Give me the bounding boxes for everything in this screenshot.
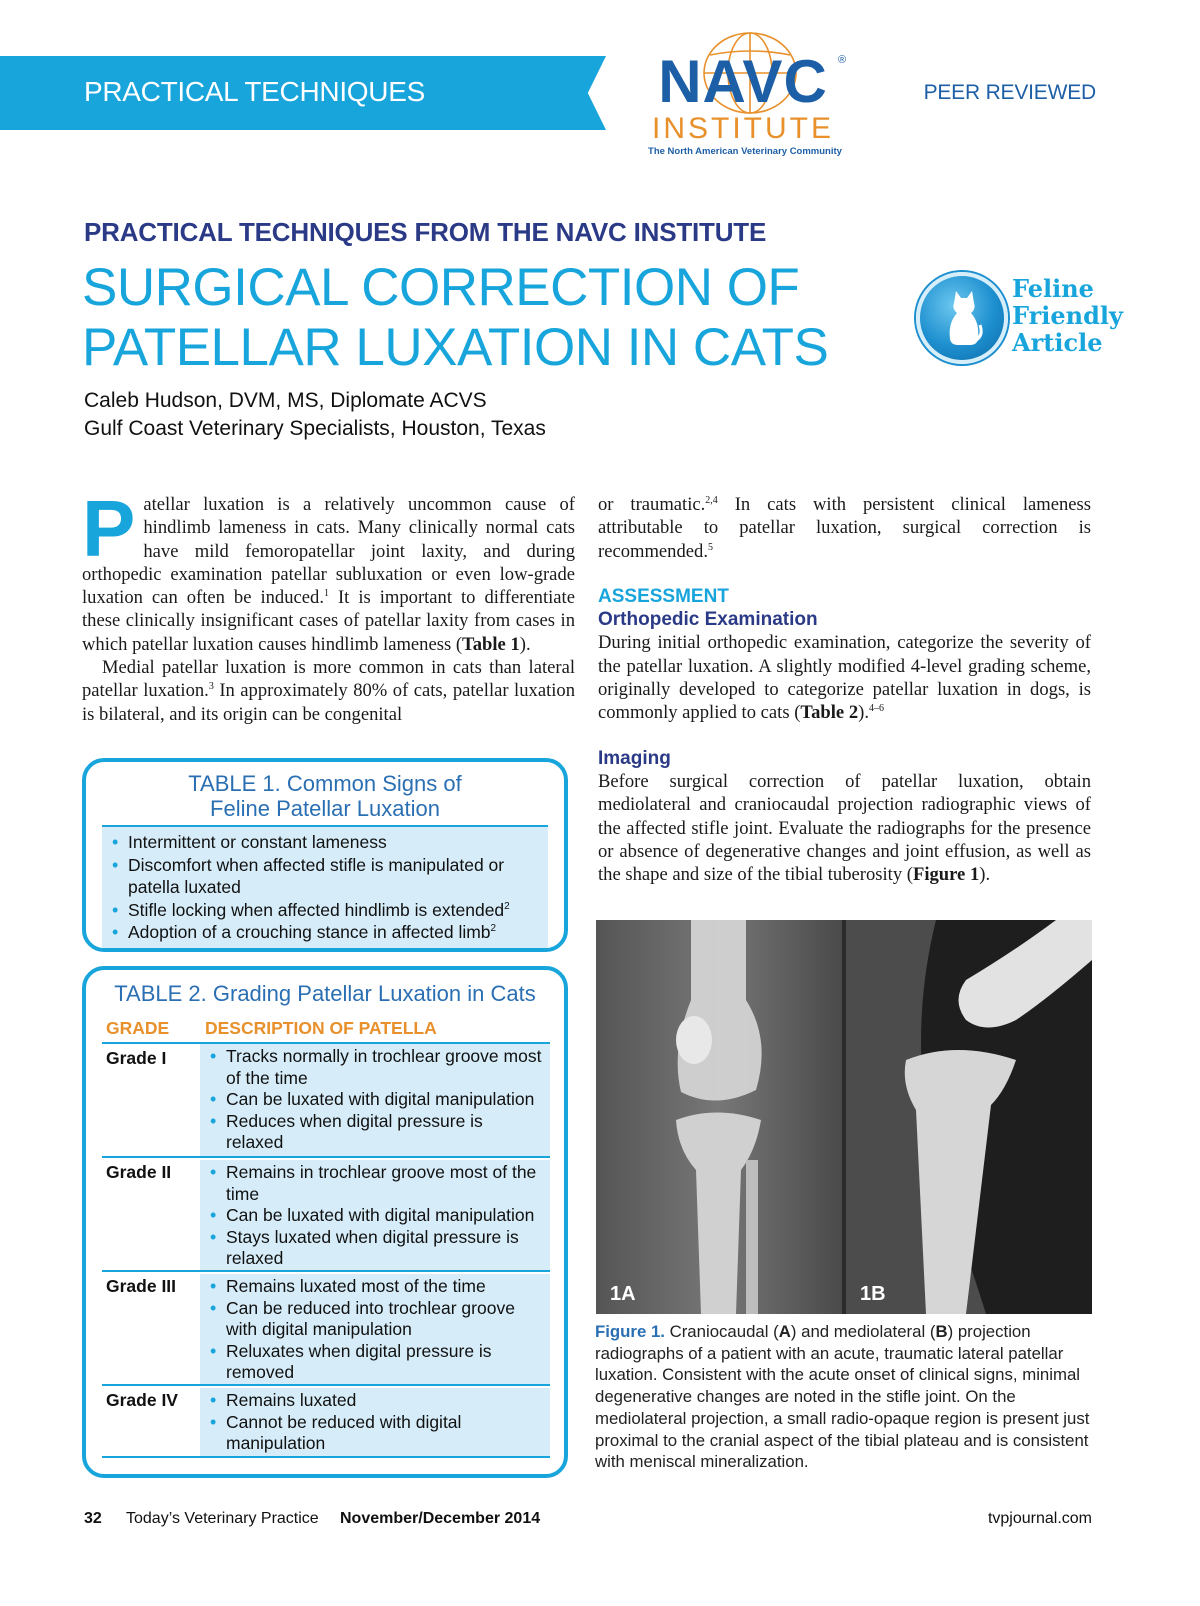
article-kicker: PRACTICAL TECHNIQUES FROM THE NAVC INSTITUTE bbox=[84, 217, 767, 247]
ref: 4–6 bbox=[868, 703, 884, 715]
table-2-col-grade: GRADE bbox=[106, 1018, 170, 1038]
registered-mark: ® bbox=[838, 54, 847, 66]
list-item: • Remains in trochlear groove most of the time bbox=[206, 1162, 544, 1205]
author: Caleb Hudson, DVM, MS, Diplomate ACVS bbox=[84, 389, 487, 412]
ref: 3 bbox=[208, 681, 214, 693]
r1-text-b: In cats with persistent clinical lameness attributable to patellar luxation, surgical correction is recommended. bbox=[598, 494, 1092, 562]
p1-end: ). bbox=[519, 633, 531, 655]
list-item: • Remains luxated bbox=[206, 1390, 544, 1412]
affiliation: Gulf Coast Veterinary Specialists, Houston, Texas bbox=[84, 417, 546, 440]
p2-text: Medial patellar luxation is more common in cats than lateral patellar luxation. bbox=[82, 657, 575, 702]
subheading-imaging: Imaging bbox=[598, 747, 671, 769]
drop-cap: P bbox=[82, 484, 136, 573]
table-ref: Table 2 bbox=[800, 702, 859, 724]
peer-reviewed-label: PEER REVIEWED bbox=[923, 81, 1096, 104]
paragraph-3 bbox=[598, 493, 1091, 563]
radiograph-1b bbox=[846, 920, 1092, 1314]
item-text: Intermittent or constant lameness bbox=[128, 832, 387, 852]
paragraph-1 bbox=[82, 484, 575, 656]
list-item: • Can be reduced into trochlear groove with digital manipulation bbox=[206, 1298, 544, 1341]
table-2-col-description: DESCRIPTION OF PATELLA bbox=[205, 1018, 437, 1038]
list-item bbox=[110, 854, 542, 899]
figure-caption bbox=[595, 1321, 1095, 1473]
grade-label: Grade II bbox=[106, 1162, 172, 1182]
cat-icon bbox=[944, 285, 984, 349]
imaging-end: ). bbox=[979, 864, 991, 886]
section-heading-assessment: ASSESSMENT bbox=[598, 585, 729, 607]
caption-lead: Figure 1. bbox=[595, 1322, 665, 1341]
list-item: • Remains luxated most of the time bbox=[206, 1276, 544, 1298]
body-right-column bbox=[598, 493, 1091, 886]
p1-text-b: It is important to differentiate these clinically insignificant cases of patellar laxity from cases in which patellar luxation causes hindlimb lameness ( bbox=[82, 587, 575, 655]
table-1-title-line-1: TABLE 1. Common Signs of bbox=[188, 771, 462, 796]
paragraph-imaging bbox=[598, 770, 1091, 886]
grade-description bbox=[198, 1044, 550, 1156]
grade-description bbox=[198, 1160, 550, 1270]
list-item bbox=[110, 899, 542, 922]
ref: 2 bbox=[490, 923, 497, 935]
list-item bbox=[110, 921, 542, 944]
list-item: • Reluxates when digital pressure is removed bbox=[206, 1341, 544, 1384]
list-item: • Cannot be reduced with digital manipulation bbox=[206, 1412, 544, 1455]
r1-text: or traumatic. bbox=[598, 494, 706, 515]
ref: 1 bbox=[323, 588, 329, 599]
badge-line-1: Feline bbox=[1012, 274, 1094, 303]
body-left-column bbox=[82, 484, 575, 726]
caption-a: A bbox=[778, 1322, 791, 1341]
caption-text: ) projection radiographs of a patient with an acute, traumatic lateral patellar luxation. Consistent with the acute onset of clinical signs, minimal degenerative changes are noted in the stifle joint. On the mediolateral projection, a small radio-opaque region is present just proximal to the cranial aspect of the tibial plateau and is consistent with meniscal mineralization. bbox=[595, 1322, 1090, 1472]
title-line-1: SURGICAL CORRECTION OF bbox=[82, 258, 800, 317]
radiograph-1a bbox=[596, 920, 842, 1314]
caption-text: Craniocaudal ( bbox=[664, 1322, 779, 1341]
table-1-list bbox=[102, 825, 548, 948]
figure-ref: Figure 1 bbox=[912, 864, 980, 886]
ref: 5 bbox=[707, 541, 713, 553]
navc-logo-tagline: The North American Veterinary Community bbox=[648, 146, 842, 157]
ref: 2 bbox=[504, 900, 510, 912]
navc-logo-text: NAVC bbox=[658, 48, 828, 115]
subheading-orthopedic: Orthopedic Examination bbox=[598, 609, 818, 631]
feline-friendly-label bbox=[1012, 275, 1123, 356]
page-number: 32 bbox=[84, 1510, 102, 1527]
list-item: • Tracks normally in trochlear groove most of the time bbox=[206, 1046, 544, 1089]
figure-1-radiographs bbox=[596, 920, 1092, 1314]
list-item: • Stays luxated when digital pressure is relaxed bbox=[206, 1227, 544, 1270]
paragraph-2 bbox=[82, 656, 575, 726]
table-2-title: TABLE 2. Grading Patellar Luxation in Cats bbox=[114, 981, 536, 1006]
table-1-title bbox=[102, 771, 548, 821]
grade-label: Grade I bbox=[106, 1048, 167, 1068]
journal-website: tvpjournal.com bbox=[987, 1510, 1092, 1527]
grade-description bbox=[198, 1274, 550, 1384]
list-item: • Reduces when digital pressure is relaxed bbox=[206, 1111, 544, 1154]
p2-text-b: In approximately 80% of cats, patellar luxation is bilateral, and its origin can be congenital bbox=[82, 680, 575, 725]
caption-text: ) and mediolateral ( bbox=[790, 1322, 936, 1341]
list-item bbox=[110, 831, 542, 854]
imaging-text: Before surgical correction of patellar luxation, obtain mediolateral and craniocaudal projection radiographic views of the affected stifle joint. Evaluate the radiographs for the presence or absence of degenerative changes and joint effusion, as well as the shape and size of the tibial tuberosity ( bbox=[598, 770, 1091, 886]
list-item: • Can be luxated with digital manipulation bbox=[206, 1089, 544, 1111]
item-text: Discomfort when affected stifle is manipulated or patella luxated bbox=[128, 854, 505, 897]
title-line-2: PATELLAR LUXATION IN CATS bbox=[82, 318, 829, 377]
grade-label: Grade III bbox=[106, 1276, 177, 1296]
grade-label: Grade IV bbox=[106, 1390, 178, 1410]
ortho-end: ). bbox=[858, 702, 869, 724]
issue-date: November/December 2014 bbox=[340, 1510, 541, 1527]
table-ref: Table 1 bbox=[462, 633, 520, 655]
figure-label-1b: 1B bbox=[860, 1283, 886, 1305]
byline bbox=[84, 387, 546, 443]
paragraph-ortho bbox=[598, 631, 1091, 724]
section-label: PRACTICAL TECHNIQUES bbox=[84, 76, 425, 107]
ortho-text: During initial orthopedic examination, categorize the severity of the patellar luxation. A slightly modified 4-level grading scheme, originally developed to categorize patellar luxation in dogs, is commonly applied to cats ( bbox=[598, 632, 1091, 724]
figure-label-1a: 1A bbox=[610, 1283, 636, 1305]
table-1-title-line-2: Feline Patellar Luxation bbox=[210, 796, 440, 821]
ref: 2,4 bbox=[705, 494, 718, 506]
badge-line-2: Friendly bbox=[1012, 301, 1123, 330]
navc-logo-institute: INSTITUTE bbox=[652, 112, 834, 145]
badge-line-3: Article bbox=[1012, 328, 1103, 357]
caption-b: B bbox=[935, 1322, 948, 1341]
item-text: Stifle locking when affected hindlimb is extended bbox=[128, 899, 505, 920]
journal-name: Today’s Veterinary Practice bbox=[126, 1510, 319, 1527]
grade-description bbox=[198, 1388, 550, 1456]
article-title bbox=[82, 258, 882, 378]
p1-text: atellar luxation is a relatively uncommon cause of hindlimb lameness in cats. Many clinically normal cats have mild femoropatellar joint laxity, and during orthopedic examination patellar subluxation or even low-grade luxation can often be induced. bbox=[82, 494, 575, 609]
list-item: • Can be luxated with digital manipulation bbox=[206, 1205, 544, 1227]
item-text: Adoption of a crouching stance in affected limb bbox=[128, 922, 491, 942]
